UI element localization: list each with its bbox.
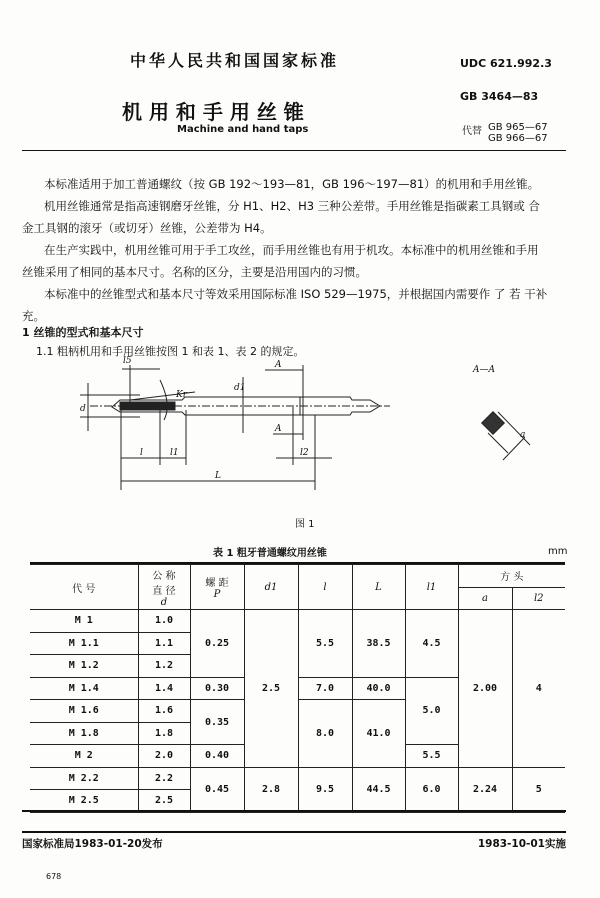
cell-code: M 1.4 xyxy=(30,677,138,700)
replaces-label: 代替 xyxy=(462,126,482,137)
header-l: l xyxy=(298,565,352,610)
cell-code: M 1.6 xyxy=(30,700,138,723)
header-square: 方 头 xyxy=(458,565,565,588)
label-a-square: a xyxy=(520,430,526,440)
page-number: 678 xyxy=(46,872,62,881)
udc-number: UDC 621.992.3 xyxy=(460,57,552,70)
cell-pitch: 0.25 xyxy=(190,610,244,678)
cell-d: 1.8 xyxy=(138,722,190,745)
header-l1: l1 xyxy=(405,565,458,610)
tap-drawing xyxy=(60,345,560,535)
cell-l1: 5.0 xyxy=(405,677,458,745)
paragraph: 充。 xyxy=(22,309,45,323)
cell-l1: 5.5 xyxy=(405,745,458,768)
paragraph: 在生产实践中，机用丝锥可用于手工攻丝，而手用丝锥也有用于机攻。本标准中的机用丝锥和手用 xyxy=(44,243,539,257)
cell-length: 44.5 xyxy=(352,767,405,812)
cell-d: 1.2 xyxy=(138,655,190,678)
cell-l: 7.0 xyxy=(298,677,352,700)
cell-l2: 4 xyxy=(512,610,565,768)
cell-code: M 2.5 xyxy=(30,790,138,813)
cell-d: 2.5 xyxy=(138,790,190,813)
footer-rule xyxy=(22,831,566,833)
label-d1: d1 xyxy=(234,383,246,393)
label-l5: l5 xyxy=(123,356,132,366)
cell-pitch: 0.35 xyxy=(190,700,244,745)
label-l1: l1 xyxy=(170,448,179,458)
header-d1: d1 xyxy=(244,565,298,610)
table-unit: mm xyxy=(548,546,568,557)
table-row xyxy=(30,610,565,633)
cell-code: M 1.2 xyxy=(30,655,138,678)
header-pitch: 螺 距 P xyxy=(190,565,244,610)
cell-code: M 1.1 xyxy=(30,632,138,655)
paragraph: 本标准中的丝锥型式和基本尺寸等效采用国际标准 ISO 529—1975，并根据国内需要作 了 若 干补 xyxy=(44,287,548,301)
cell-l: 9.5 xyxy=(298,767,352,812)
cell-d: 1.0 xyxy=(138,610,190,633)
paragraph: 本标准适用于加工普通螺纹（按 GB 192～193—81，GB 196～197—81）的机用和手用丝锥。 xyxy=(44,177,540,191)
label-a-top: A xyxy=(275,360,282,370)
cell-length: 38.5 xyxy=(352,610,405,678)
subsection-text: 1.1 粗柄机用和手用丝锥按图 1 和表 1、表 2 的规定。 xyxy=(36,345,305,358)
cell-length: 40.0 xyxy=(352,677,405,700)
cell-l2: 5 xyxy=(512,767,565,812)
table-caption: 表 1 粗牙普通螺纹用丝锥 xyxy=(213,548,327,559)
cell-d: 2.2 xyxy=(138,767,190,790)
cell-d: 2.0 xyxy=(138,745,190,768)
cell-a: 2.00 xyxy=(458,610,512,768)
section-label: A—A xyxy=(473,365,495,375)
header-length: L xyxy=(352,565,405,610)
paragraph: 机用丝锥通常是指高速钢磨牙丝锥，分 H1、H2、H3 三种公差带。手用丝锥是指碳素工具钢或 合 xyxy=(44,199,540,213)
dimension-table xyxy=(30,564,565,813)
cell-pitch: 0.30 xyxy=(190,677,244,700)
cell-d1: 2.5 xyxy=(244,610,298,768)
title-chinese: 机 用 和 手 用 丝 锥 xyxy=(122,100,304,124)
cell-d: 1.1 xyxy=(138,632,190,655)
cell-code: M 2 xyxy=(30,745,138,768)
cell-code: M 1.8 xyxy=(30,722,138,745)
table-bottom-rule xyxy=(22,810,566,812)
table-row xyxy=(30,767,565,790)
replaced-standard: GB 965—67 xyxy=(488,122,548,133)
cell-pitch: 0.45 xyxy=(190,767,244,812)
cell-d: 1.4 xyxy=(138,677,190,700)
cell-l: 8.0 xyxy=(298,700,352,768)
issue-date: 国家标准局1983-01-20发布 xyxy=(22,838,163,850)
cell-code: M 2.2 xyxy=(30,767,138,790)
figure-caption: 图 1 xyxy=(295,519,315,530)
paragraph: 丝锥采用了相同的基本尺寸。名称的区分，主要是沿用国内的习惯。 xyxy=(22,265,367,279)
effective-date: 1983-10-01实施 xyxy=(477,838,566,850)
cell-l1: 6.0 xyxy=(405,767,458,812)
header-a: a xyxy=(458,587,512,610)
header-nominal-diameter: 公 称 直 径 d xyxy=(138,565,190,610)
cell-d1: 2.8 xyxy=(244,767,298,812)
replaces-list xyxy=(488,122,548,144)
cell-a: 2.24 xyxy=(458,767,512,812)
cell-l1: 4.5 xyxy=(405,610,458,678)
label-a-bottom: A xyxy=(275,424,282,434)
label-length: L xyxy=(215,471,221,481)
cell-code: M 1 xyxy=(30,610,138,633)
cell-pitch: 0.40 xyxy=(190,745,244,768)
section-heading: 1 丝锥的型式和基本尺寸 xyxy=(22,326,144,339)
replaced-standard: GB 966—67 xyxy=(488,133,548,144)
cell-l: 5.5 xyxy=(298,610,352,678)
label-l: l xyxy=(140,448,143,458)
label-d: d xyxy=(80,404,86,414)
header-divider xyxy=(22,150,566,151)
title-english: Machine and hand taps xyxy=(177,124,309,135)
header-l2: l2 xyxy=(512,587,565,610)
label-kr: Kr xyxy=(176,390,188,400)
paragraph: 金工具钢的滚牙（或切牙）丝锥，公差带为 H4。 xyxy=(22,221,272,235)
standard-number: GB 3464—83 xyxy=(460,90,539,103)
header-code: 代 号 xyxy=(30,565,138,610)
cell-d: 1.6 xyxy=(138,700,190,723)
cell-length: 41.0 xyxy=(352,700,405,768)
label-l2: l2 xyxy=(300,448,309,458)
issuing-org: 中华人民共和国国家标准 xyxy=(130,51,340,70)
